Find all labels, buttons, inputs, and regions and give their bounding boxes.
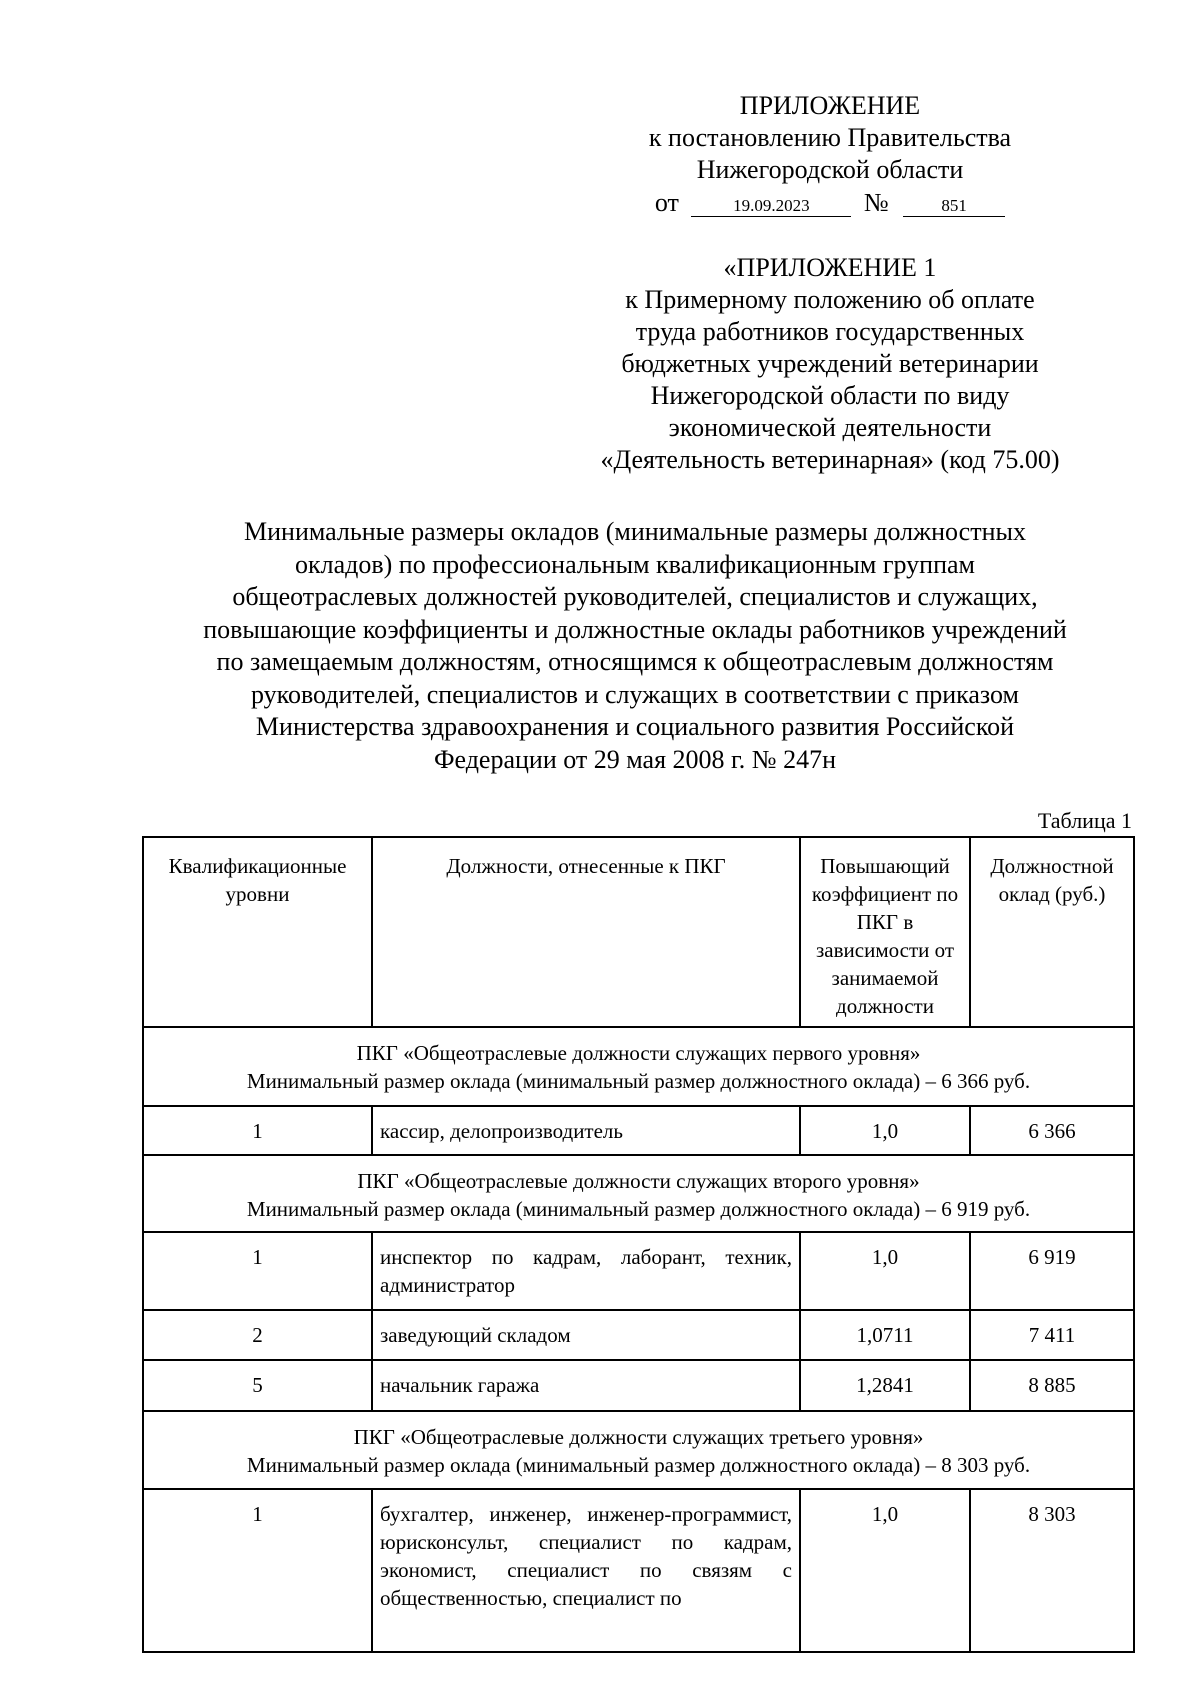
appendix1-line: Нижегородской области по виду — [650, 381, 1010, 410]
cell-positions: заведующий складом — [372, 1310, 800, 1360]
title-line: Федерации от 29 мая 2008 г. № 247н — [433, 744, 837, 774]
table-caption: Таблица 1 — [1037, 808, 1132, 833]
group-header — [143, 1155, 1134, 1232]
header-positions: Должности, отнесенные к ПКГ — [372, 837, 800, 1027]
appendix-line-2: Нижегородской области — [696, 155, 964, 184]
cell-salary: 8 885 — [970, 1360, 1134, 1411]
group-row — [143, 1027, 1134, 1106]
cell-coefficient: 1,0711 — [800, 1310, 970, 1360]
cell-positions: начальник гаража — [372, 1360, 800, 1411]
group-title: ПКГ «Общеотраслевые должности служащих третьего уровня» — [353, 1425, 924, 1449]
appendix-header — [560, 90, 1100, 218]
number-sign: № — [863, 188, 889, 217]
cell-positions: бухгалтер, инженер, инженер-программист, юрисконсульт, специалист по кадрам, экономист, специалист по связям с общественностью, специалист по — [372, 1489, 800, 1652]
title-line: руководителей, специалистов и служащих в соответствии с приказом — [250, 679, 1020, 709]
cell-positions: кассир, делопроизводитель — [372, 1106, 800, 1155]
table-row — [143, 1360, 1134, 1411]
resolution-number: 851 — [903, 196, 1005, 217]
table-row — [143, 1489, 1134, 1652]
title-line: общеотраслевых должностей руководителей, специалистов и служащих, — [232, 582, 1038, 611]
group-row — [143, 1155, 1134, 1232]
title-line: Минимальные размеры окладов (минимальные размеры должностных — [244, 517, 1026, 546]
appendix1-line: экономической деятельности — [668, 413, 992, 442]
table-row — [143, 1106, 1134, 1155]
group-min-salary: Минимальный размер оклада (минимальный размер должностного оклада) – 8 303 руб. — [246, 1453, 1031, 1477]
document-title — [130, 516, 1140, 776]
appendix1-line: «ПРИЛОЖЕНИЕ 1 — [723, 253, 937, 282]
header-salary: Должностной оклад (руб.) — [970, 837, 1134, 1027]
group-header — [143, 1411, 1134, 1489]
cell-coefficient: 1,0 — [800, 1489, 970, 1652]
cell-level: 1 — [143, 1232, 372, 1310]
cell-coefficient: 1,0 — [800, 1106, 970, 1155]
date-prefix: от — [654, 188, 679, 217]
table-header-row — [143, 837, 1134, 1027]
cell-positions: инспектор по кадрам, лаборант, техник, администратор — [372, 1232, 800, 1310]
appendix1-line: к Примерному положению об оплате — [625, 285, 1035, 314]
cell-coefficient: 1,0 — [800, 1232, 970, 1310]
title-line: окладов) по профессиональным квалификационным группам — [295, 549, 975, 579]
appendix1-line: бюджетных учреждений ветеринарии — [621, 349, 1039, 378]
appendix1-line: труда работников государственных — [635, 317, 1025, 346]
appendix1-line: «Деятельность ветеринарная» (код 75.00) — [600, 445, 1060, 474]
header-coefficient: Повышающий коэффициент по ПКГ в зависимости от занимаемой должности — [800, 837, 970, 1027]
cell-level: 2 — [143, 1310, 372, 1360]
appendix-title: ПРИЛОЖЕНИЕ — [739, 91, 921, 120]
table-row — [143, 1232, 1134, 1310]
group-title: ПКГ «Общеотраслевые должности служащих первого уровня» — [356, 1041, 921, 1065]
group-header — [143, 1027, 1134, 1106]
table-row — [143, 1310, 1134, 1360]
cell-level: 1 — [143, 1106, 372, 1155]
title-line: повышающие коэффициенты и должностные оклады работников учреждений — [203, 614, 1067, 644]
salary-table — [142, 836, 1135, 1653]
title-line: Министерства здравоохранения и социального развития Российской — [255, 712, 1015, 741]
cell-coefficient: 1,2841 — [800, 1360, 970, 1411]
group-row — [143, 1411, 1134, 1489]
cell-salary: 8 303 — [970, 1489, 1134, 1652]
date-number-line — [560, 188, 1100, 218]
cell-level: 1 — [143, 1489, 372, 1652]
appendix1-header — [560, 252, 1100, 476]
resolution-date: 19.09.2023 — [691, 196, 851, 217]
cell-salary: 6 919 — [970, 1232, 1134, 1310]
cell-salary: 7 411 — [970, 1310, 1134, 1360]
cell-level: 5 — [143, 1360, 372, 1411]
title-line: по замещаемым должностям, относящимся к общеотраслевым должностям — [216, 647, 1054, 676]
cell-salary: 6 366 — [970, 1106, 1134, 1155]
group-title: ПКГ «Общеотраслевые должности служащих второго уровня» — [357, 1169, 920, 1193]
group-min-salary: Минимальный размер оклада (минимальный размер должностного оклада) – 6 919 руб. — [246, 1197, 1031, 1221]
header-levels: Квалификационные уровни — [143, 837, 372, 1027]
group-min-salary: Минимальный размер оклада (минимальный размер должностного оклада) – 6 366 руб. — [246, 1069, 1031, 1093]
appendix-line-1: к постановлению Правительства — [648, 123, 1012, 152]
